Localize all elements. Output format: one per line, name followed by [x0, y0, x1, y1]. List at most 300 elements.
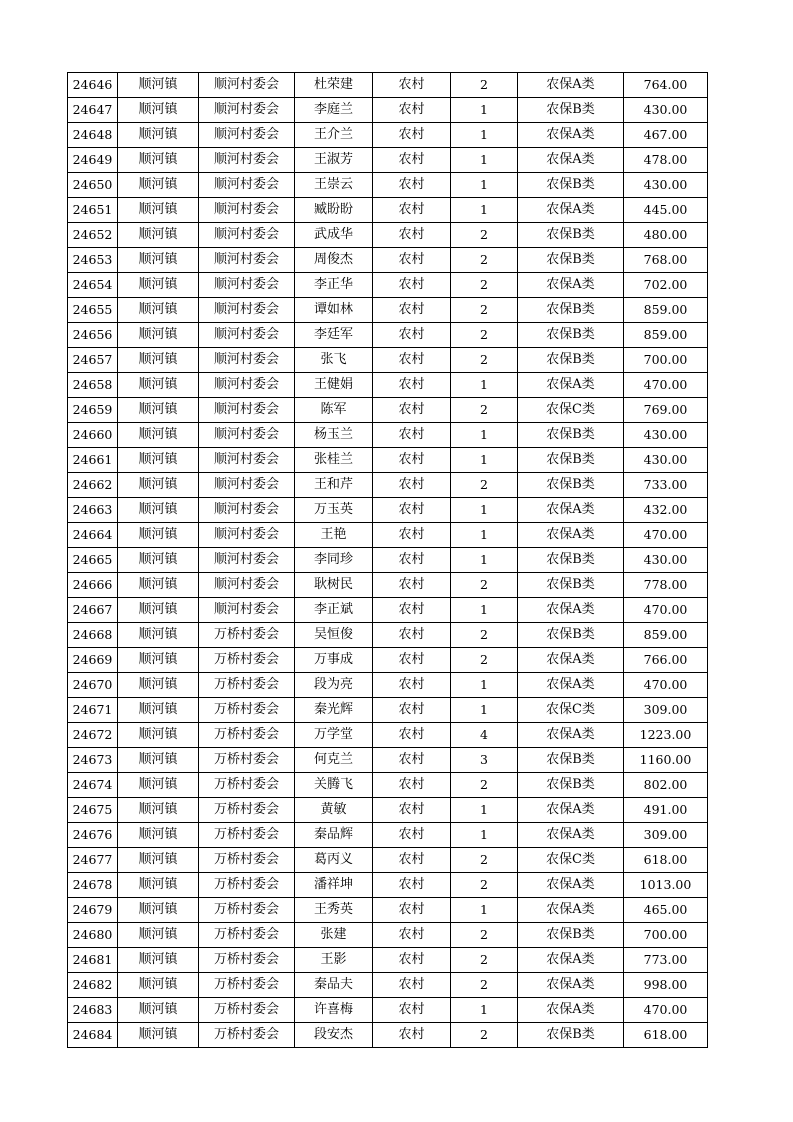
table-row: [68, 573, 708, 598]
village-committee: 万桥村委会: [199, 673, 295, 698]
village-committee: 顺河村委会: [199, 98, 295, 123]
village-committee: 顺河村委会: [199, 173, 295, 198]
amount: 1160.00: [624, 748, 708, 773]
person-name: 王介兰: [295, 123, 373, 148]
insurance-class: 农保A类: [518, 498, 624, 523]
person-name: 关腾飞: [295, 773, 373, 798]
person-name: 张建: [295, 923, 373, 948]
village-committee: 顺河村委会: [199, 123, 295, 148]
village-committee: 万桥村委会: [199, 773, 295, 798]
village-committee: 万桥村委会: [199, 798, 295, 823]
person-name: 张桂兰: [295, 448, 373, 473]
table-row: [68, 998, 708, 1023]
person-name: 段为亮: [295, 673, 373, 698]
village-committee: 万桥村委会: [199, 873, 295, 898]
residence-type: 农村: [373, 598, 451, 623]
person-name: 李正斌: [295, 598, 373, 623]
table-row: [68, 548, 708, 573]
village-committee: 顺河村委会: [199, 523, 295, 548]
residence-type: 农村: [373, 198, 451, 223]
person-name: 许喜梅: [295, 998, 373, 1023]
person-name: 臧盼盼: [295, 198, 373, 223]
household-count: 1: [451, 148, 518, 173]
town: 顺河镇: [118, 923, 199, 948]
record-id: 24666: [68, 573, 118, 598]
household-count: 2: [451, 848, 518, 873]
residence-type: 农村: [373, 123, 451, 148]
amount: 430.00: [624, 423, 708, 448]
village-committee: 顺河村委会: [199, 423, 295, 448]
household-count: 1: [451, 898, 518, 923]
village-committee: 顺河村委会: [199, 73, 295, 98]
town: 顺河镇: [118, 373, 199, 398]
household-count: 2: [451, 273, 518, 298]
record-id: 24675: [68, 798, 118, 823]
residence-type: 农村: [373, 423, 451, 448]
person-name: 万学堂: [295, 723, 373, 748]
household-count: 1: [451, 823, 518, 848]
record-id: 24665: [68, 548, 118, 573]
insurance-class: 农保B类: [518, 323, 624, 348]
insurance-class: 农保A类: [518, 73, 624, 98]
village-committee: 顺河村委会: [199, 398, 295, 423]
residence-type: 农村: [373, 923, 451, 948]
village-committee: 万桥村委会: [199, 748, 295, 773]
record-id: 24646: [68, 73, 118, 98]
insurance-class: 农保C类: [518, 398, 624, 423]
town: 顺河镇: [118, 823, 199, 848]
amount: 445.00: [624, 198, 708, 223]
village-committee: 顺河村委会: [199, 248, 295, 273]
amount: 470.00: [624, 523, 708, 548]
residence-type: 农村: [373, 548, 451, 573]
record-id: 24660: [68, 423, 118, 448]
amount: 998.00: [624, 973, 708, 998]
insurance-class: 农保A类: [518, 198, 624, 223]
person-name: 杜荣建: [295, 73, 373, 98]
town: 顺河镇: [118, 548, 199, 573]
record-id: 24647: [68, 98, 118, 123]
amount: 778.00: [624, 573, 708, 598]
table-row: [68, 773, 708, 798]
table-row: [68, 448, 708, 473]
town: 顺河镇: [118, 648, 199, 673]
household-count: 1: [451, 498, 518, 523]
town: 顺河镇: [118, 123, 199, 148]
table-row: [68, 598, 708, 623]
amount: 769.00: [624, 398, 708, 423]
town: 顺河镇: [118, 623, 199, 648]
person-name: 武成华: [295, 223, 373, 248]
table-row: [68, 123, 708, 148]
household-count: 2: [451, 973, 518, 998]
residence-type: 农村: [373, 523, 451, 548]
residence-type: 农村: [373, 448, 451, 473]
amount: 859.00: [624, 298, 708, 323]
record-id: 24673: [68, 748, 118, 773]
village-committee: 万桥村委会: [199, 648, 295, 673]
town: 顺河镇: [118, 348, 199, 373]
household-count: 3: [451, 748, 518, 773]
town: 顺河镇: [118, 1023, 199, 1048]
table-row: [68, 498, 708, 523]
record-id: 24684: [68, 1023, 118, 1048]
record-id: 24663: [68, 498, 118, 523]
village-committee: 顺河村委会: [199, 473, 295, 498]
insurance-class: 农保C类: [518, 848, 624, 873]
village-committee: 顺河村委会: [199, 598, 295, 623]
residence-type: 农村: [373, 973, 451, 998]
record-id: 24661: [68, 448, 118, 473]
amount: 430.00: [624, 173, 708, 198]
household-count: 1: [451, 373, 518, 398]
person-name: 陈军: [295, 398, 373, 423]
table-row: [68, 173, 708, 198]
person-name: 黄敏: [295, 798, 373, 823]
table-row: [68, 723, 708, 748]
record-id: 24678: [68, 873, 118, 898]
insurance-class: 农保B类: [518, 773, 624, 798]
town: 顺河镇: [118, 973, 199, 998]
insurance-class: 农保A类: [518, 373, 624, 398]
town: 顺河镇: [118, 473, 199, 498]
village-committee: 顺河村委会: [199, 273, 295, 298]
residence-type: 农村: [373, 823, 451, 848]
amount: 702.00: [624, 273, 708, 298]
residence-type: 农村: [373, 723, 451, 748]
table-row: [68, 848, 708, 873]
household-count: 1: [451, 698, 518, 723]
insurance-class: 农保A类: [518, 948, 624, 973]
village-committee: 万桥村委会: [199, 623, 295, 648]
person-name: 杨玉兰: [295, 423, 373, 448]
household-count: 2: [451, 323, 518, 348]
record-id: 24677: [68, 848, 118, 873]
table-row: [68, 423, 708, 448]
record-id: 24682: [68, 973, 118, 998]
residence-type: 农村: [373, 673, 451, 698]
record-id: 24680: [68, 923, 118, 948]
person-name: 张飞: [295, 348, 373, 373]
insurance-class: 农保A类: [518, 998, 624, 1023]
person-name: 王健娟: [295, 373, 373, 398]
record-id: 24649: [68, 148, 118, 173]
person-name: 万玉英: [295, 498, 373, 523]
residence-type: 农村: [373, 873, 451, 898]
table-row: [68, 323, 708, 348]
table-row: [68, 248, 708, 273]
table-row: [68, 948, 708, 973]
record-id: 24662: [68, 473, 118, 498]
amount: 430.00: [624, 448, 708, 473]
household-count: 1: [451, 673, 518, 698]
residence-type: 农村: [373, 298, 451, 323]
person-name: 李正华: [295, 273, 373, 298]
town: 顺河镇: [118, 448, 199, 473]
amount: 1223.00: [624, 723, 708, 748]
household-count: 1: [451, 548, 518, 573]
amount: 618.00: [624, 848, 708, 873]
village-committee: 顺河村委会: [199, 323, 295, 348]
town: 顺河镇: [118, 248, 199, 273]
residence-type: 农村: [373, 73, 451, 98]
residence-type: 农村: [373, 773, 451, 798]
household-count: 1: [451, 523, 518, 548]
record-id: 24652: [68, 223, 118, 248]
household-count: 2: [451, 873, 518, 898]
village-committee: 万桥村委会: [199, 923, 295, 948]
household-count: 2: [451, 348, 518, 373]
residence-type: 农村: [373, 373, 451, 398]
town: 顺河镇: [118, 298, 199, 323]
household-count: 2: [451, 573, 518, 598]
table-row: [68, 623, 708, 648]
town: 顺河镇: [118, 148, 199, 173]
table-row: [68, 223, 708, 248]
record-id: 24674: [68, 773, 118, 798]
household-count: 1: [451, 598, 518, 623]
person-name: 李庭兰: [295, 98, 373, 123]
town: 顺河镇: [118, 948, 199, 973]
insurance-class: 农保A类: [518, 648, 624, 673]
insurance-class: 农保B类: [518, 348, 624, 373]
record-id: 24664: [68, 523, 118, 548]
residence-type: 农村: [373, 1023, 451, 1048]
village-committee: 顺河村委会: [199, 148, 295, 173]
roster-table: [67, 72, 708, 1048]
village-committee: 万桥村委会: [199, 948, 295, 973]
table-row: [68, 198, 708, 223]
insurance-class: 农保B类: [518, 473, 624, 498]
insurance-class: 农保A类: [518, 873, 624, 898]
person-name: 秦品辉: [295, 823, 373, 848]
insurance-class: 农保B类: [518, 748, 624, 773]
town: 顺河镇: [118, 173, 199, 198]
insurance-class: 农保B类: [518, 573, 624, 598]
insurance-class: 农保C类: [518, 698, 624, 723]
table-row: [68, 923, 708, 948]
amount: 470.00: [624, 373, 708, 398]
residence-type: 农村: [373, 273, 451, 298]
insurance-class: 农保A类: [518, 898, 624, 923]
town: 顺河镇: [118, 848, 199, 873]
insurance-class: 农保A类: [518, 723, 624, 748]
village-committee: 顺河村委会: [199, 348, 295, 373]
record-id: 24655: [68, 298, 118, 323]
insurance-class: 农保B类: [518, 923, 624, 948]
town: 顺河镇: [118, 573, 199, 598]
person-name: 吴恒俊: [295, 623, 373, 648]
record-id: 24651: [68, 198, 118, 223]
amount: 480.00: [624, 223, 708, 248]
table-row: [68, 898, 708, 923]
insurance-class: 农保A类: [518, 273, 624, 298]
town: 顺河镇: [118, 273, 199, 298]
town: 顺河镇: [118, 673, 199, 698]
record-id: 24650: [68, 173, 118, 198]
residence-type: 农村: [373, 623, 451, 648]
record-id: 24676: [68, 823, 118, 848]
residence-type: 农村: [373, 348, 451, 373]
record-id: 24658: [68, 373, 118, 398]
record-id: 24683: [68, 998, 118, 1023]
table-row: [68, 648, 708, 673]
town: 顺河镇: [118, 98, 199, 123]
amount: 802.00: [624, 773, 708, 798]
table-row: [68, 798, 708, 823]
record-id: 24669: [68, 648, 118, 673]
household-count: 1: [451, 198, 518, 223]
town: 顺河镇: [118, 998, 199, 1023]
village-committee: 万桥村委会: [199, 1023, 295, 1048]
insurance-class: 农保A类: [518, 598, 624, 623]
household-count: 1: [451, 98, 518, 123]
residence-type: 农村: [373, 498, 451, 523]
amount: 470.00: [624, 998, 708, 1023]
village-committee: 顺河村委会: [199, 573, 295, 598]
person-name: 李廷军: [295, 323, 373, 348]
amount: 430.00: [624, 98, 708, 123]
village-committee: 顺河村委会: [199, 448, 295, 473]
village-committee: 万桥村委会: [199, 848, 295, 873]
amount: 859.00: [624, 323, 708, 348]
person-name: 王崇云: [295, 173, 373, 198]
insurance-class: 农保A类: [518, 973, 624, 998]
household-count: 2: [451, 773, 518, 798]
record-id: 24656: [68, 323, 118, 348]
household-count: 2: [451, 923, 518, 948]
roster-table-body: [68, 73, 708, 1048]
amount: 470.00: [624, 598, 708, 623]
household-count: 2: [451, 1023, 518, 1048]
residence-type: 农村: [373, 648, 451, 673]
residence-type: 农村: [373, 898, 451, 923]
residence-type: 农村: [373, 473, 451, 498]
residence-type: 农村: [373, 223, 451, 248]
record-id: 24653: [68, 248, 118, 273]
town: 顺河镇: [118, 748, 199, 773]
town: 顺河镇: [118, 873, 199, 898]
household-count: 1: [451, 998, 518, 1023]
person-name: 李同珍: [295, 548, 373, 573]
table-row: [68, 148, 708, 173]
insurance-class: 农保A类: [518, 673, 624, 698]
table-row: [68, 823, 708, 848]
residence-type: 农村: [373, 748, 451, 773]
insurance-class: 农保A类: [518, 523, 624, 548]
residence-type: 农村: [373, 848, 451, 873]
residence-type: 农村: [373, 323, 451, 348]
town: 顺河镇: [118, 223, 199, 248]
table-row: [68, 473, 708, 498]
village-committee: 顺河村委会: [199, 298, 295, 323]
insurance-class: 农保B类: [518, 173, 624, 198]
residence-type: 农村: [373, 148, 451, 173]
amount: 491.00: [624, 798, 708, 823]
amount: 430.00: [624, 548, 708, 573]
insurance-class: 农保B类: [518, 623, 624, 648]
residence-type: 农村: [373, 248, 451, 273]
person-name: 王和芹: [295, 473, 373, 498]
residence-type: 农村: [373, 948, 451, 973]
household-count: 2: [451, 623, 518, 648]
household-count: 1: [451, 448, 518, 473]
person-name: 王艳: [295, 523, 373, 548]
amount: 764.00: [624, 73, 708, 98]
amount: 465.00: [624, 898, 708, 923]
table-row: [68, 698, 708, 723]
village-committee: 顺河村委会: [199, 198, 295, 223]
amount: 733.00: [624, 473, 708, 498]
village-committee: 顺河村委会: [199, 373, 295, 398]
person-name: 潘祥坤: [295, 873, 373, 898]
person-name: 万事成: [295, 648, 373, 673]
insurance-class: 农保A类: [518, 148, 624, 173]
residence-type: 农村: [373, 698, 451, 723]
amount: 700.00: [624, 923, 708, 948]
town: 顺河镇: [118, 423, 199, 448]
household-count: 2: [451, 398, 518, 423]
town: 顺河镇: [118, 498, 199, 523]
amount: 859.00: [624, 623, 708, 648]
residence-type: 农村: [373, 98, 451, 123]
residence-type: 农村: [373, 398, 451, 423]
amount: 309.00: [624, 823, 708, 848]
household-count: 2: [451, 473, 518, 498]
town: 顺河镇: [118, 198, 199, 223]
table-row: [68, 398, 708, 423]
person-name: 秦品夫: [295, 973, 373, 998]
record-id: 24657: [68, 348, 118, 373]
household-count: 2: [451, 248, 518, 273]
household-count: 2: [451, 73, 518, 98]
record-id: 24672: [68, 723, 118, 748]
record-id: 24670: [68, 673, 118, 698]
town: 顺河镇: [118, 898, 199, 923]
record-id: 24668: [68, 623, 118, 648]
person-name: 王影: [295, 948, 373, 973]
table-row: [68, 98, 708, 123]
household-count: 2: [451, 648, 518, 673]
record-id: 24681: [68, 948, 118, 973]
insurance-class: 农保B类: [518, 298, 624, 323]
insurance-class: 农保A类: [518, 823, 624, 848]
village-committee: 万桥村委会: [199, 723, 295, 748]
household-count: 1: [451, 123, 518, 148]
village-committee: 顺河村委会: [199, 548, 295, 573]
person-name: 王秀英: [295, 898, 373, 923]
person-name: 何克兰: [295, 748, 373, 773]
table-row: [68, 973, 708, 998]
town: 顺河镇: [118, 698, 199, 723]
residence-type: 农村: [373, 798, 451, 823]
village-committee: 顺河村委会: [199, 498, 295, 523]
town: 顺河镇: [118, 773, 199, 798]
insurance-class: 农保B类: [518, 223, 624, 248]
record-id: 24659: [68, 398, 118, 423]
table-row: [68, 873, 708, 898]
household-count: 1: [451, 798, 518, 823]
table-row: [68, 298, 708, 323]
table-row: [68, 673, 708, 698]
village-committee: 万桥村委会: [199, 898, 295, 923]
amount: 768.00: [624, 248, 708, 273]
record-id: 24648: [68, 123, 118, 148]
household-count: 1: [451, 423, 518, 448]
amount: 478.00: [624, 148, 708, 173]
village-committee: 万桥村委会: [199, 698, 295, 723]
insurance-class: 农保B类: [518, 448, 624, 473]
